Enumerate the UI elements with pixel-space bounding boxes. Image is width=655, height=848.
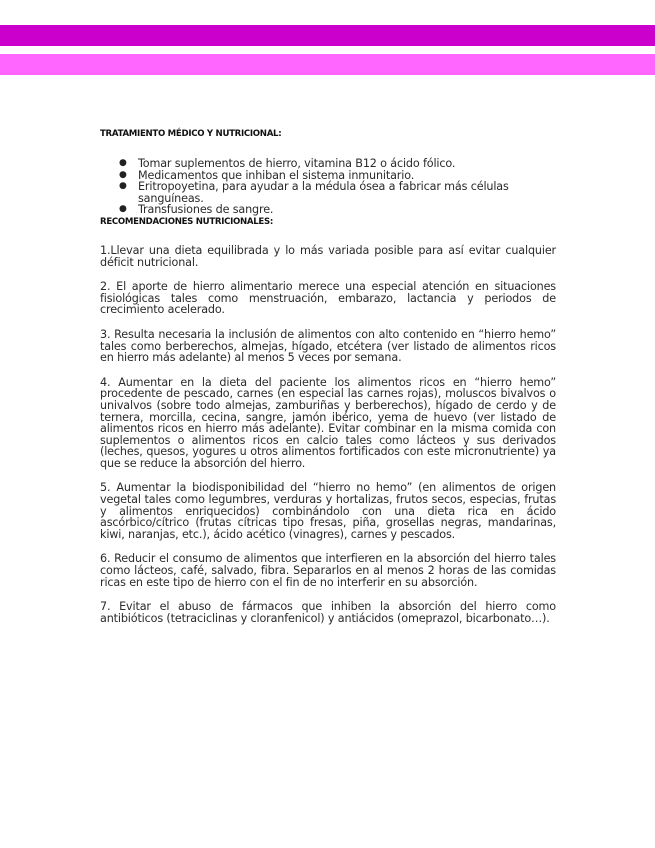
document-body [100, 128, 556, 637]
recommendation-paragraph: 6. Reducir el consumo de alimentos que interfieren en la absorción del hierro tales como lácteos, café, salvado, fibra. Separarlos en al menos 2 horas de las comidas ricas en este tipo de hierro con el fin de no interferir en su absorción. [100, 552, 556, 589]
treatment-heading: TRATAMIENTO MÉDICO Y NUTRICIONAL: [100, 129, 282, 139]
recommendation-paragraph: 3. Resulta necesaria la inclusión de alimentos con alto contenido en “hierro hemo” tales como berberechos, almejas, hígado, etcétera (ver listado de alimentos ricos en hierro más adelante) al menos 5 veces por semana. [100, 327, 556, 365]
bullet-icon: ● [119, 169, 127, 180]
bullet-icon: ● [119, 181, 127, 192]
bullet-icon: ● [119, 204, 127, 215]
list-item [119, 180, 556, 205]
list-item-text: Eritropoyetina, para ayudar a la médula ósea a fabricar más células sanguíneas. [138, 180, 509, 205]
bullet-icon: ● [119, 158, 127, 168]
treatment-list [100, 158, 556, 216]
recommendations-list [100, 245, 556, 624]
recommendation-paragraph: 7. Evitar el abuso de fármacos que inhiben la absorción del hierro como antibióticos (tetraciclinas y cloranfenicol) y antiácidos (omeprazol, bicarbonato…). [100, 600, 556, 625]
list-item-text: Tomar suplementos de hierro, vitamina B12 o ácido fólico. [138, 157, 456, 170]
recommendation-paragraph: 5. Aumentar la biodisponibilidad del “hierro no hemo” (en alimentos de origen vegetal tales como legumbres, verduras y hortalizas, frutos secos, especias, frutas y alimentos enriquecidos) combinándolo con una dieta rica en ácido ascórbico/cítrico (frutas cítricas tipo fresas, piña, grosellas negras, mandarinas, kiwi, naranjas, etc.), ácido acético (vinagres), carnes y pescados. [100, 481, 556, 541]
recommendations-heading: RECOMENDACIONES NUTRICIONALES: [100, 216, 274, 227]
list-item-text: Medicamentos que inhiban el sistema inmunitario. [138, 168, 415, 182]
recommendation-paragraph: 2. El aporte de hierro alimentario merece una especial atención en situaciones fisiológicas tales como menstruación, embarazo, lactancia y periodos de crecimiento acelerado. [100, 280, 556, 317]
header-band-magenta [0, 25, 655, 46]
list-item-text: Transfusiones de sangre. [138, 203, 274, 217]
list-item [119, 203, 556, 217]
header-band-pink [0, 54, 655, 75]
recommendation-paragraph: 4. Aumentar en la dieta del paciente los alimentos ricos en “hierro hemo” procedente de pescado, carnes (en especial las carnes rojas), moluscos bivalvos o univalvos (sobre todo almejas, zamburiñas y berberechos), hígado de cerdo y de ternera, morcilla, cecina, sangre, jamón ibérico, yema de huevo (ver listado de alimentos ricos en hierro más adelante). Evitar combinar en la misma comida con suplementos o alimentos ricos en calcio tales como lácteos y sus derivados (leches, quesos, yogures u otros alimentos fortificados con este micronutriente) ya que se reduce la absorción del hierro. [100, 375, 556, 470]
recommendation-paragraph: 1.Llevar una dieta equilibrada y lo más variada posible para así evitar cualquier déficit nutricional. [100, 243, 556, 269]
